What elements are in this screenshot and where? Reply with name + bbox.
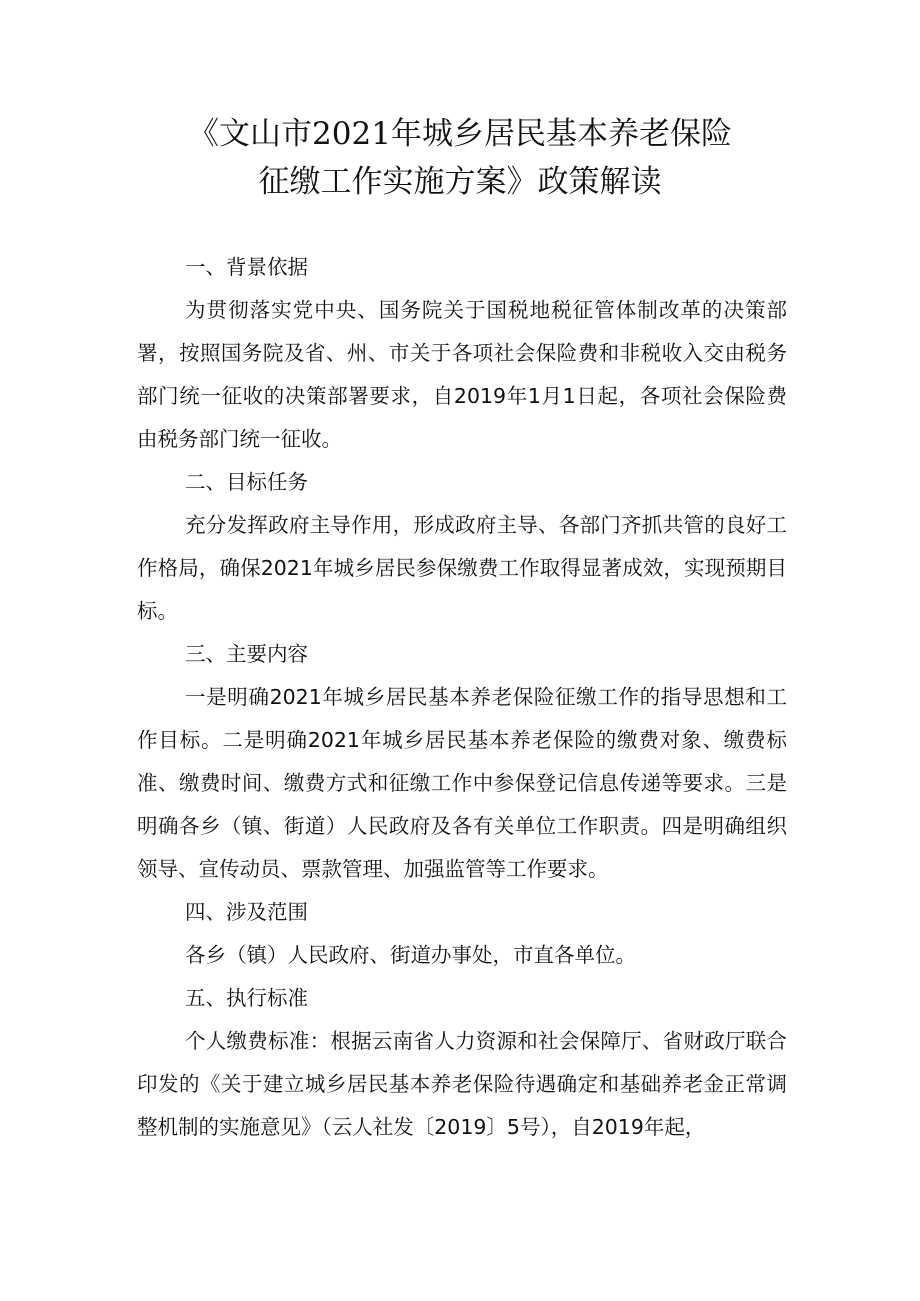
section-paragraph-main-content: 一是明确2021年城乡居民基本养老保险征缴工作的指导思想和工作目标。二是明确2021年城乡居民基本养老保险的缴费对象、缴费标准、缴费时间、缴费方式和征缴工作中参保登记信息传递等要求。三是明确各乡（镇、街道）人民政府及各有关单位工作职责。四是明确组织领导、宣传动员、票款管理、加强监管等工作要求。	[137, 685, 787, 881]
section-heading-main-content: 三、主要内容	[185, 642, 308, 666]
section-paragraph-scope: 各乡（镇）人民政府、街道办事处，市直各单位。	[185, 943, 636, 967]
section-heading-scope: 四、涉及范围	[185, 900, 308, 924]
section-paragraph-background: 为贯彻落实党中央、国务院关于国税地税征管体制改革的决策部署，按照国务院及省、州、市关于各项社会保险费和非税收入交由税务部门统一征收的决策部署要求，自2019年1月1日起，各项社会保险费由税务部门统一征收。	[137, 298, 787, 451]
section-heading-background: 一、背景依据	[185, 255, 308, 279]
section-heading-goals: 二、目标任务	[185, 470, 308, 494]
section-paragraph-standards: 个人缴费标准：根据云南省人力资源和社会保障厅、省财政厅联合印发的《关于建立城乡居民基本养老保险待遇确定和基础养老金正常调整机制的实施意见》（云人社发〔2019〕5号），自2019年起，	[137, 1029, 787, 1139]
document-body	[137, 246, 787, 1149]
document-title-line-1: 《文山市2021年城乡居民基本养老保险	[188, 116, 732, 152]
section-heading-standards: 五、执行标准	[185, 986, 308, 1010]
section-paragraph-goals: 充分发挥政府主导作用，形成政府主导、各部门齐抓共管的良好工作格局，确保2021年城乡居民参保缴费工作取得显著成效，实现预期目标。	[137, 513, 787, 623]
document-title-line-2: 征缴工作实施方案》政策解读	[258, 164, 662, 200]
